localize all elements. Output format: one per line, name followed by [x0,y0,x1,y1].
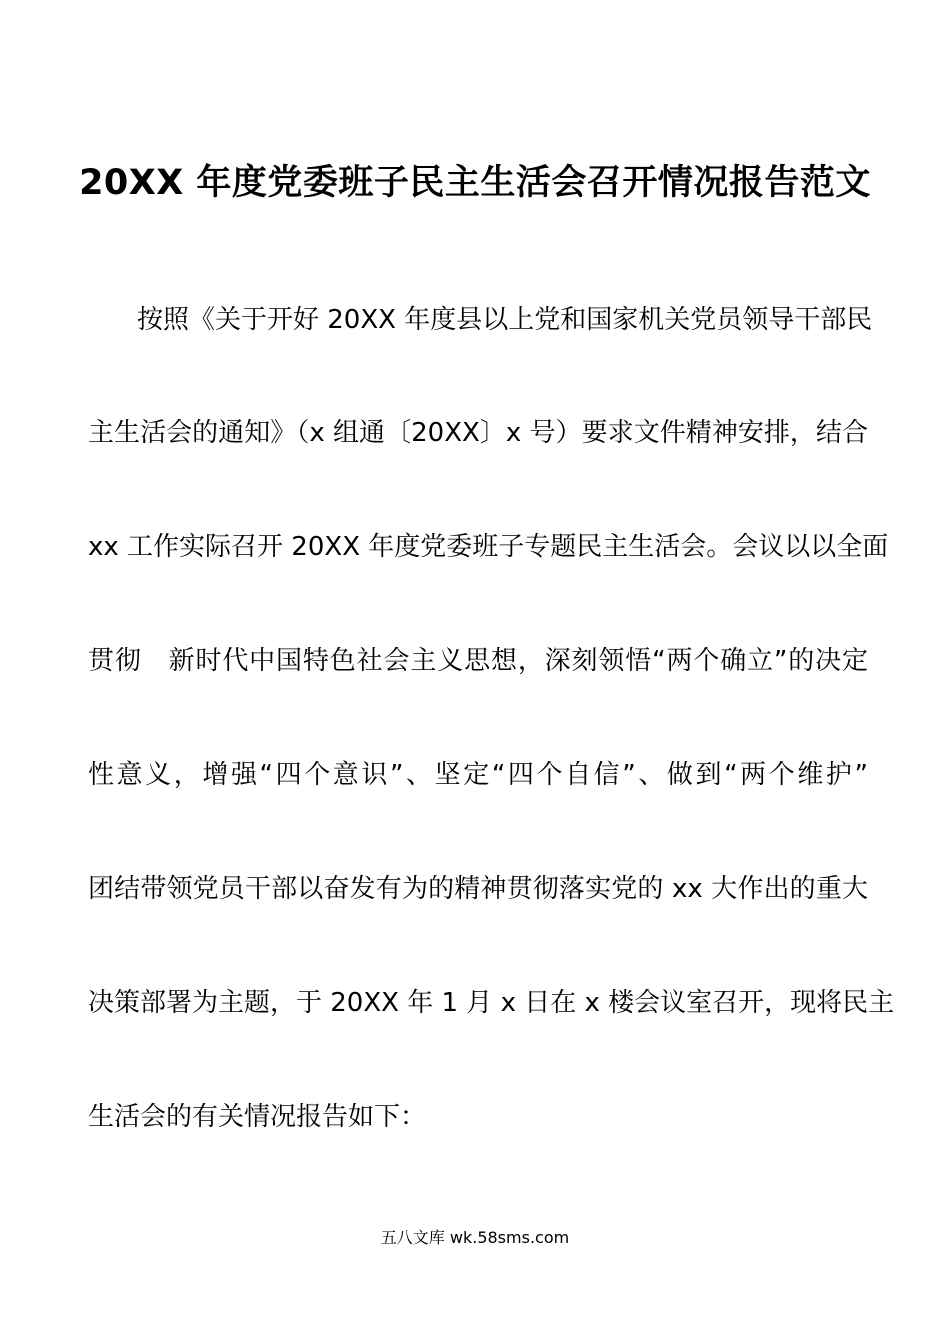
paragraph-line: 生活会的有关情况报告如下： [88,1102,427,1132]
paragraph-line: 性意义，增强“四个意识”、坚定“四个自信”、做到“两个维护” [88,760,868,790]
page-footer: 五八文库 wk.58sms.com [380,1228,570,1247]
paragraph-line: 决策部署为主题，于 20XX 年 1 月 x 日在 x 楼会议室召开，现将民主 [88,988,895,1018]
paragraph-line: 按照《关于开好 20XX 年度县以上党和国家机关党员领导干部民 [137,305,873,335]
paragraph-line: 贯彻 新时代中国特色社会主义思想，深刻领悟“两个确立”的决定 [88,646,868,676]
paragraph-line: xx 工作实际召开 20XX 年度党委班子专题民主生活会。会议以以全面 [88,532,889,562]
document-title: 20XX 年度党委班子民主生活会召开情况报告范文 [79,163,871,203]
paragraph-line: 团结带领党员干部以奋发有为的精神贯彻落实党的 xx 大作出的重大 [88,874,868,904]
paragraph-line: 主生活会的通知》（x 组通〔20XX〕x 号）要求文件精神安排，结合 [88,418,868,448]
